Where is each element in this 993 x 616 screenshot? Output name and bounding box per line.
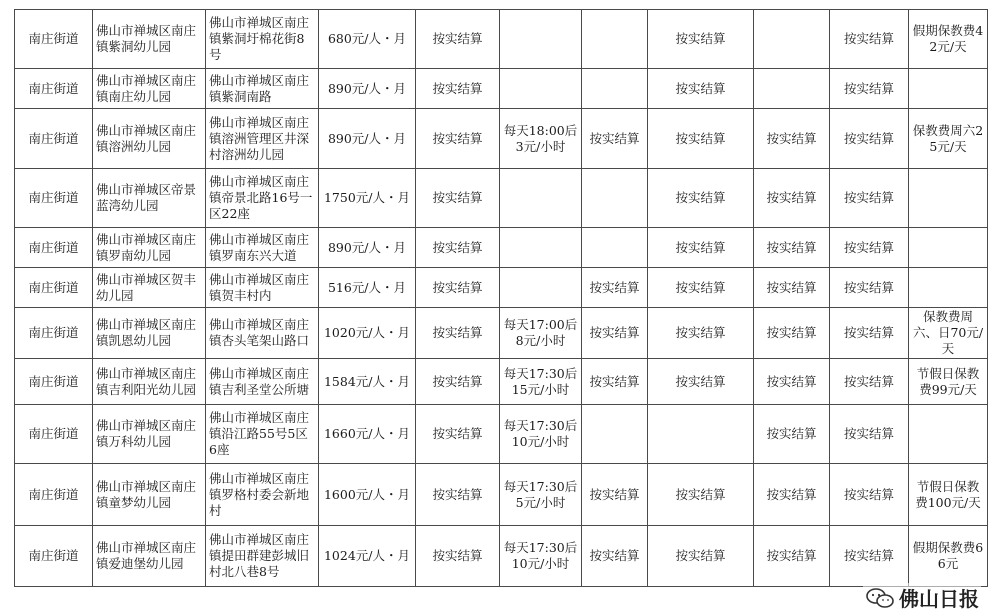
cell-address: 佛山市禅城区南庄镇杏头笔架山路口	[206, 308, 319, 359]
cell-fee-col-10: 按实结算	[830, 308, 909, 359]
cell-meal-fee: 按实结算	[416, 228, 500, 268]
cell-tuition: 890元/人・月	[319, 69, 416, 109]
table-row	[15, 308, 988, 359]
cell-late-pickup-fee	[500, 169, 582, 228]
table-row	[15, 359, 988, 405]
cell-late-pickup-fee: 每天17:30后10元/小时	[500, 526, 582, 587]
cell-remarks: 保教费周六25元/天	[909, 109, 988, 169]
cell-tuition: 1584元/人・月	[319, 359, 416, 405]
cell-address: 佛山市禅城区南庄镇罗格村委会新地村	[206, 464, 319, 526]
cell-meal-fee: 按实结算	[416, 308, 500, 359]
cell-fee-col-7	[582, 169, 648, 228]
cell-tuition: 516元/人・月	[319, 268, 416, 308]
cell-district: 南庄街道	[15, 228, 93, 268]
cell-tuition: 1660元/人・月	[319, 405, 416, 464]
cell-fee-col-9: 按实结算	[754, 359, 830, 405]
cell-fee-col-10: 按实结算	[830, 169, 909, 228]
cell-fee-col-8: 按实结算	[648, 109, 754, 169]
cell-district: 南庄街道	[15, 405, 93, 464]
cell-fee-col-9: 按实结算	[754, 308, 830, 359]
cell-district: 南庄街道	[15, 308, 93, 359]
cell-tuition: 1750元/人・月	[319, 169, 416, 228]
cell-tuition: 890元/人・月	[319, 228, 416, 268]
cell-meal-fee: 按实结算	[416, 109, 500, 169]
cell-kindergarten-name: 佛山市禅城区贺丰幼儿园	[93, 268, 206, 308]
cell-fee-col-10: 按实结算	[830, 268, 909, 308]
cell-remarks: 节假日保教费100元/天	[909, 464, 988, 526]
cell-fee-col-9	[754, 10, 830, 69]
cell-district: 南庄街道	[15, 464, 93, 526]
cell-tuition: 890元/人・月	[319, 109, 416, 169]
cell-fee-col-9: 按实结算	[754, 526, 830, 587]
cell-district: 南庄街道	[15, 169, 93, 228]
cell-address: 佛山市禅城区南庄镇溶洲管理区井深村溶洲幼儿园	[206, 109, 319, 169]
cell-fee-col-9: 按实结算	[754, 109, 830, 169]
cell-kindergarten-name: 佛山市禅城区南庄镇南庄幼儿园	[93, 69, 206, 109]
cell-fee-col-8: 按实结算	[648, 526, 754, 587]
cell-fee-col-7: 按实结算	[582, 526, 648, 587]
cell-fee-col-10: 按实结算	[830, 359, 909, 405]
cell-remarks	[909, 268, 988, 308]
cell-fee-col-7	[582, 69, 648, 109]
cell-fee-col-10: 按实结算	[830, 526, 909, 587]
cell-tuition: 680元/人・月	[319, 10, 416, 69]
cell-district: 南庄街道	[15, 526, 93, 587]
cell-fee-col-9: 按实结算	[754, 464, 830, 526]
cell-district: 南庄街道	[15, 69, 93, 109]
cell-kindergarten-name: 佛山市禅城区南庄镇爱迪堡幼儿园	[93, 526, 206, 587]
cell-late-pickup-fee: 每天17:30后5元/小时	[500, 464, 582, 526]
cell-fee-col-8	[648, 405, 754, 464]
cell-kindergarten-name: 佛山市禅城区南庄镇吉利阳光幼儿园	[93, 359, 206, 405]
cell-late-pickup-fee	[500, 268, 582, 308]
table-row	[15, 268, 988, 308]
cell-late-pickup-fee: 每天17:30后15元/小时	[500, 359, 582, 405]
watermark	[863, 583, 981, 612]
cell-address: 佛山市禅城区南庄镇紫洞圩棉花街8号	[206, 10, 319, 69]
cell-remarks: 节假日保教费99元/天	[909, 359, 988, 405]
cell-fee-col-9: 按实结算	[754, 268, 830, 308]
cell-tuition: 1020元/人・月	[319, 308, 416, 359]
cell-fee-col-7	[582, 228, 648, 268]
cell-late-pickup-fee: 每天17:00后8元/小时	[500, 308, 582, 359]
cell-fee-col-7	[582, 405, 648, 464]
cell-kindergarten-name: 佛山市禅城区南庄镇万科幼儿园	[93, 405, 206, 464]
cell-late-pickup-fee	[500, 228, 582, 268]
cell-fee-col-7: 按实结算	[582, 359, 648, 405]
cell-remarks: 保教费周六、日70元/天	[909, 308, 988, 359]
table-row	[15, 169, 988, 228]
cell-kindergarten-name: 佛山市禅城区南庄镇溶洲幼儿园	[93, 109, 206, 169]
cell-meal-fee: 按实结算	[416, 69, 500, 109]
cell-address: 佛山市禅城区南庄镇紫洞南路	[206, 69, 319, 109]
cell-meal-fee: 按实结算	[416, 359, 500, 405]
cell-fee-col-8: 按实结算	[648, 10, 754, 69]
cell-fee-col-9: 按实结算	[754, 405, 830, 464]
cell-fee-col-7: 按实结算	[582, 464, 648, 526]
table-row	[15, 109, 988, 169]
cell-remarks: 假期保教费66元	[909, 526, 988, 587]
cell-meal-fee: 按实结算	[416, 464, 500, 526]
cell-fee-col-7: 按实结算	[582, 268, 648, 308]
cell-meal-fee: 按实结算	[416, 169, 500, 228]
cell-kindergarten-name: 佛山市禅城区南庄镇紫洞幼儿园	[93, 10, 206, 69]
cell-fee-col-10: 按实结算	[830, 69, 909, 109]
cell-fee-col-10: 按实结算	[830, 405, 909, 464]
cell-fee-col-8: 按实结算	[648, 268, 754, 308]
cell-fee-col-7: 按实结算	[582, 109, 648, 169]
cell-fee-col-10: 按实结算	[830, 228, 909, 268]
cell-remarks	[909, 228, 988, 268]
cell-kindergarten-name: 佛山市禅城区南庄镇罗南幼儿园	[93, 228, 206, 268]
cell-remarks	[909, 169, 988, 228]
cell-district: 南庄街道	[15, 268, 93, 308]
table-row	[15, 526, 988, 587]
cell-tuition: 1600元/人・月	[319, 464, 416, 526]
cell-kindergarten-name: 佛山市禅城区南庄镇凯恩幼儿园	[93, 308, 206, 359]
cell-address: 佛山市禅城区南庄镇提田群建彭城旧村北八巷8号	[206, 526, 319, 587]
cell-fee-col-8: 按实结算	[648, 69, 754, 109]
cell-fee-col-8: 按实结算	[648, 169, 754, 228]
cell-fee-col-8: 按实结算	[648, 464, 754, 526]
cell-address: 佛山市禅城区南庄镇吉利圣堂公所塘	[206, 359, 319, 405]
table-row	[15, 405, 988, 464]
table-row	[15, 69, 988, 109]
cell-meal-fee: 按实结算	[416, 405, 500, 464]
cell-remarks: 假期保教费42元/天	[909, 10, 988, 69]
cell-fee-col-8: 按实结算	[648, 228, 754, 268]
cell-late-pickup-fee: 每天18:00后3元/小时	[500, 109, 582, 169]
cell-fee-col-10: 按实结算	[830, 109, 909, 169]
table-row	[15, 228, 988, 268]
watermark-text: 佛山日报	[899, 587, 979, 611]
cell-fee-col-10: 按实结算	[830, 464, 909, 526]
cell-late-pickup-fee	[500, 10, 582, 69]
cell-fee-col-7	[582, 10, 648, 69]
cell-kindergarten-name: 佛山市禅城区南庄镇童梦幼儿园	[93, 464, 206, 526]
cell-district: 南庄街道	[15, 109, 93, 169]
cell-fee-col-9	[754, 69, 830, 109]
table-row	[15, 464, 988, 526]
cell-fee-col-8: 按实结算	[648, 359, 754, 405]
cell-fee-col-8: 按实结算	[648, 308, 754, 359]
cell-tuition: 1024元/人・月	[319, 526, 416, 587]
cell-remarks	[909, 69, 988, 109]
cell-meal-fee: 按实结算	[416, 526, 500, 587]
fee-table	[14, 9, 988, 587]
cell-remarks	[909, 405, 988, 464]
cell-address: 佛山市禅城区南庄镇沿江路55号5区6座	[206, 405, 319, 464]
table-row	[15, 10, 988, 69]
cell-fee-col-9: 按实结算	[754, 169, 830, 228]
cell-kindergarten-name: 佛山市禅城区帝景蓝湾幼儿园	[93, 169, 206, 228]
cell-late-pickup-fee: 每天17:30后10元/小时	[500, 405, 582, 464]
wechat-icon	[865, 587, 895, 609]
cell-meal-fee: 按实结算	[416, 10, 500, 69]
cell-address: 佛山市禅城区南庄镇帝景北路16号一区22座	[206, 169, 319, 228]
cell-late-pickup-fee	[500, 69, 582, 109]
cell-fee-col-10: 按实结算	[830, 10, 909, 69]
cell-district: 南庄街道	[15, 10, 93, 69]
cell-address: 佛山市禅城区南庄镇罗南东兴大道	[206, 228, 319, 268]
cell-fee-col-7: 按实结算	[582, 308, 648, 359]
cell-district: 南庄街道	[15, 359, 93, 405]
cell-fee-col-9: 按实结算	[754, 228, 830, 268]
cell-meal-fee: 按实结算	[416, 268, 500, 308]
cell-address: 佛山市禅城区南庄镇贺丰村内	[206, 268, 319, 308]
